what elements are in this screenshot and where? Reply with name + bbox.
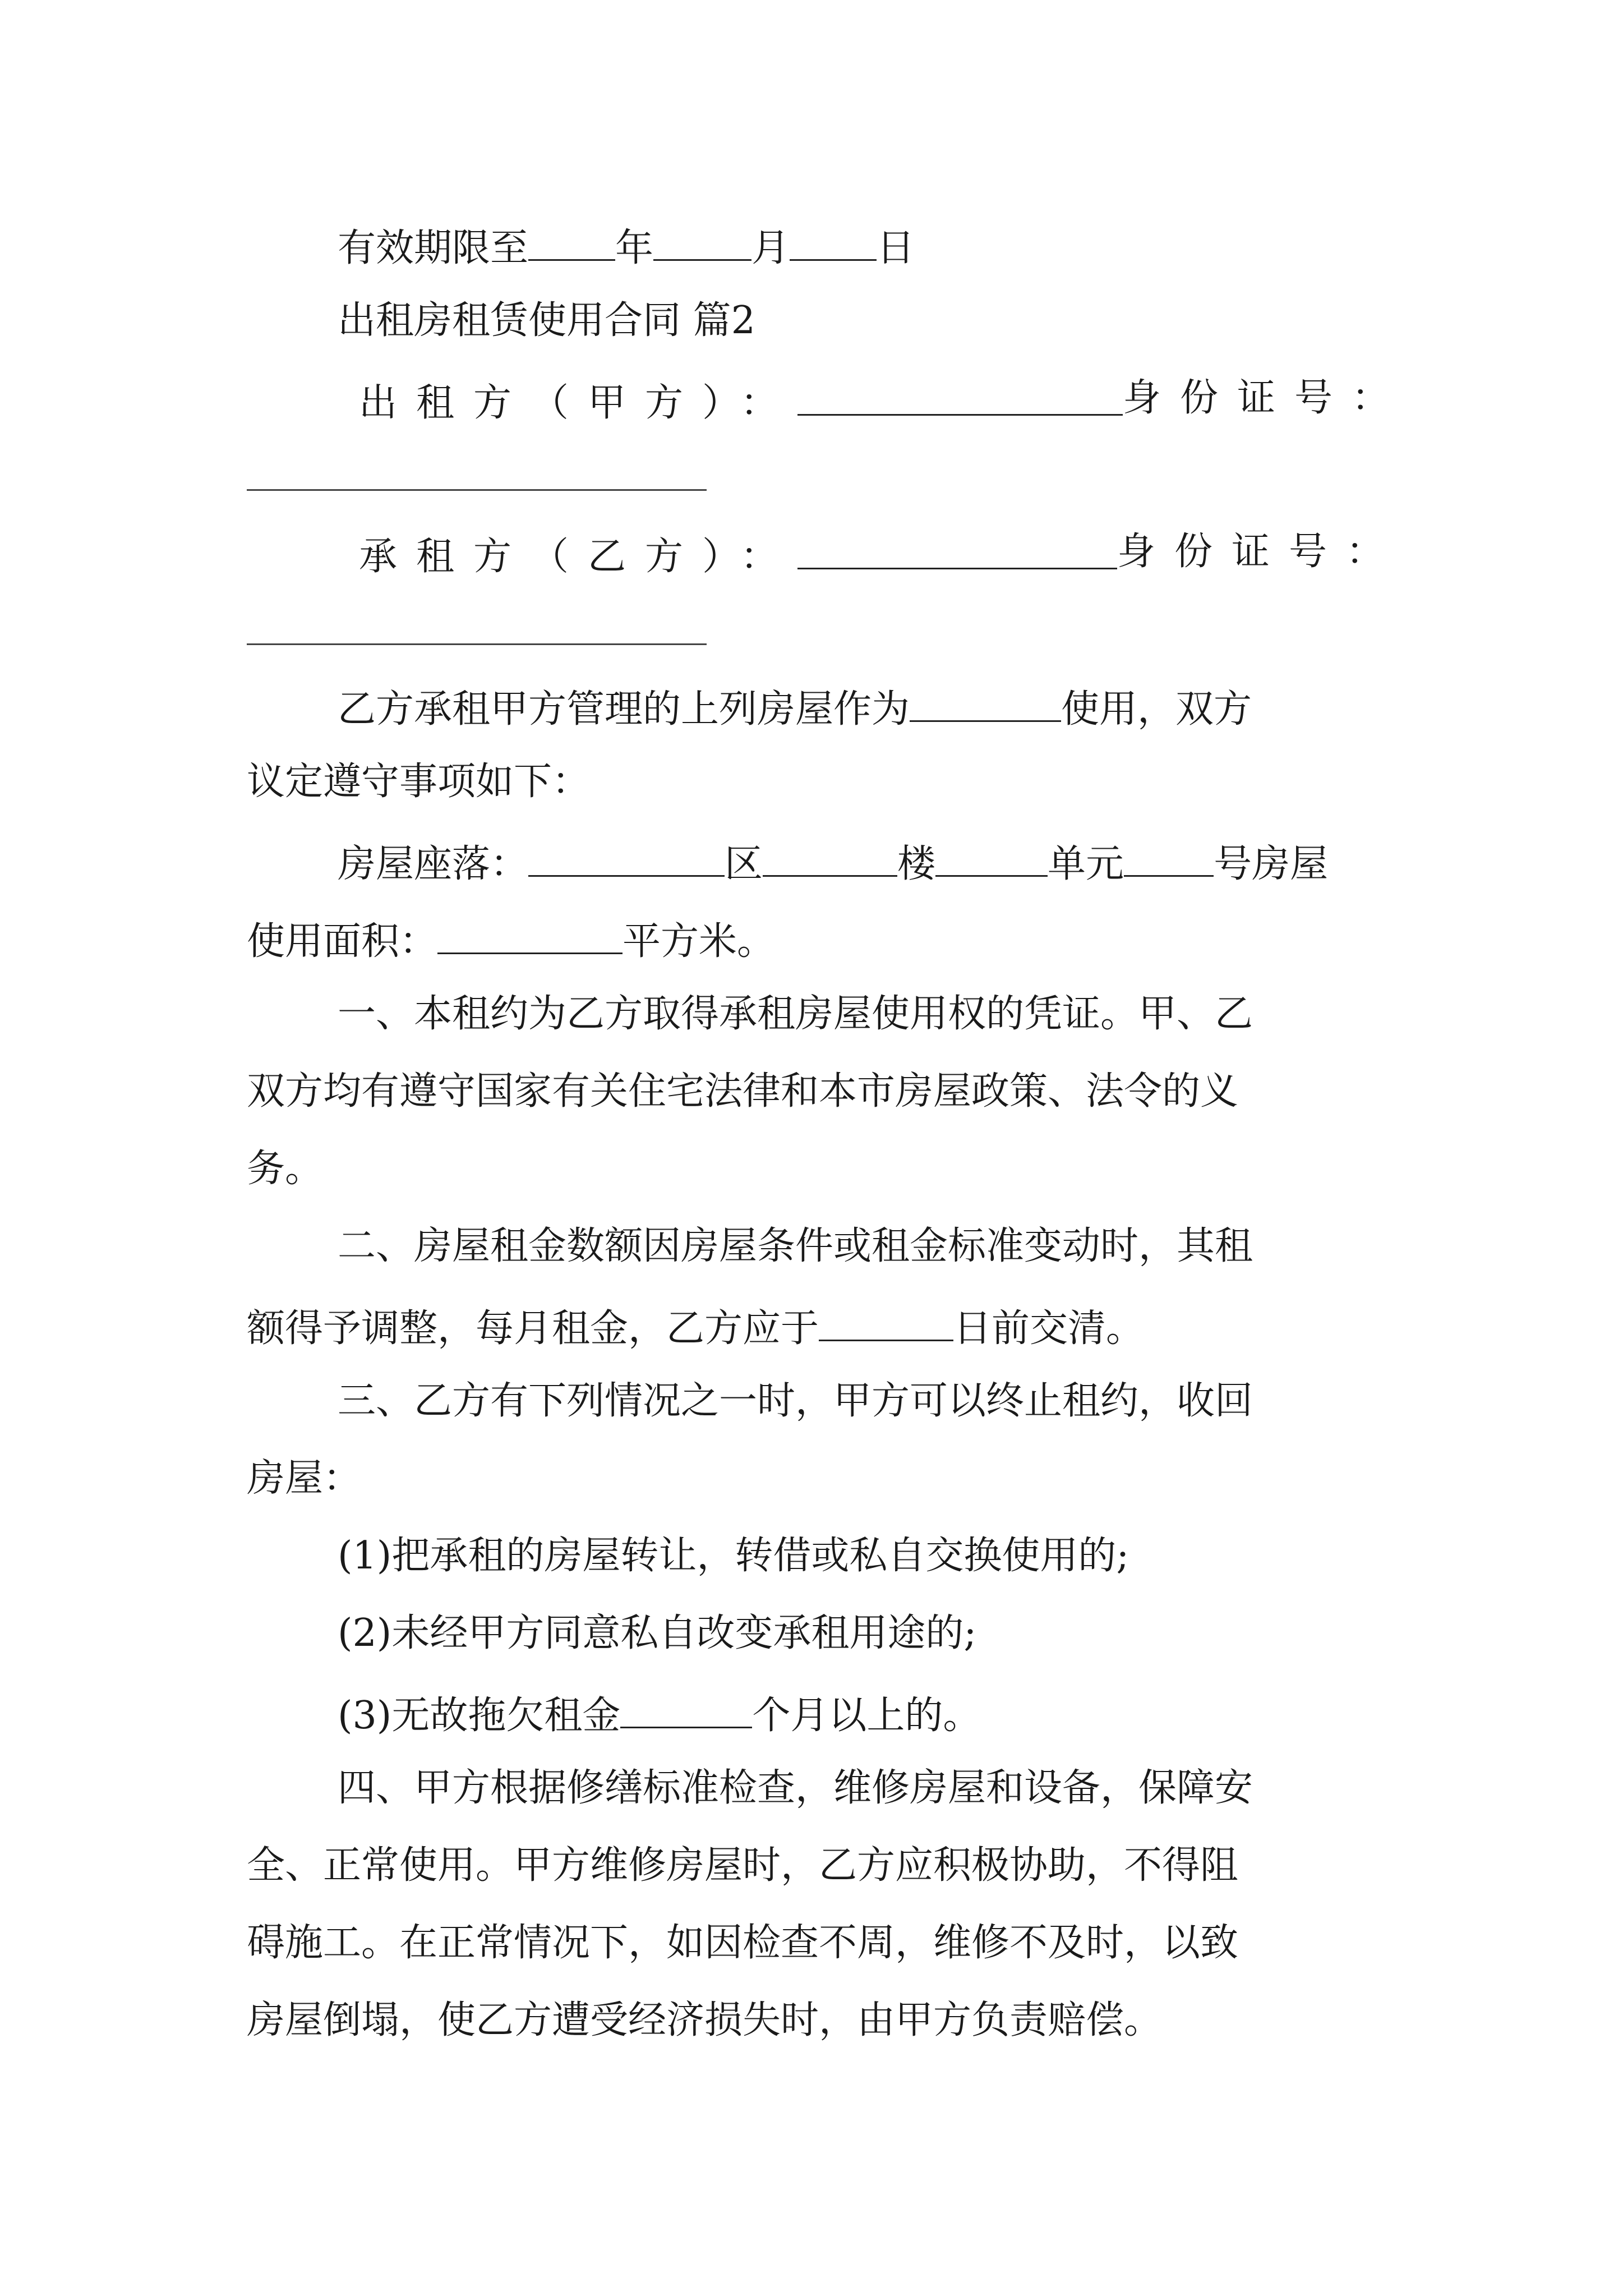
overdue-months-blank bbox=[620, 1692, 752, 1728]
district-blank bbox=[528, 840, 725, 877]
clause2-text-a: 额得予调整，每月租金，乙方应于 bbox=[247, 1306, 819, 1351]
lessor-name-blank bbox=[797, 379, 1123, 416]
unit-blank bbox=[935, 840, 1048, 877]
clause3-item-1: (1)把承租的房屋转让，转借或私自交换使用的; bbox=[338, 1534, 1129, 1578]
building-label: 楼 bbox=[897, 842, 936, 886]
intro-part-2: 使用，双方 bbox=[1061, 687, 1252, 731]
clause4-line-3: 碍施工。在正常情况下，如因检查不周，维修不及时，以致 bbox=[247, 1921, 1239, 1965]
intro-part-1: 乙方承租甲方管理的上列房屋作为 bbox=[338, 687, 910, 731]
location-line bbox=[338, 840, 1328, 884]
area-line bbox=[247, 918, 776, 964]
clause4-line-1: 四、甲方根据修缮标准检查，维修房屋和设备，保障安 bbox=[338, 1766, 1253, 1810]
lessee-name-blank bbox=[797, 533, 1117, 569]
lessee-label: 承租方（乙方）： bbox=[359, 535, 798, 579]
validity-line bbox=[338, 224, 915, 268]
clause3-item3-text-b: 个月以上的。 bbox=[752, 1694, 981, 1738]
area-unit: 平方米。 bbox=[623, 919, 776, 964]
lessee-id-label: 身份证号： bbox=[1117, 530, 1404, 574]
month-blank bbox=[653, 224, 751, 261]
district-label: 区 bbox=[725, 842, 763, 886]
due-day-blank bbox=[819, 1305, 953, 1341]
clause1-line-1: 一、本租约为乙方取得承租房屋使用权的凭证。甲、乙 bbox=[338, 992, 1253, 1036]
lessor-id-label: 身份证号： bbox=[1123, 376, 1409, 420]
section-heading: 出租房租赁使用合同 篇2 bbox=[338, 298, 755, 343]
lessor-id-blank bbox=[247, 489, 707, 491]
intro-line-1 bbox=[338, 685, 1252, 729]
clause3-item-3 bbox=[338, 1692, 981, 1738]
clause1-line-3: 务。 bbox=[247, 1147, 324, 1191]
year-label: 年 bbox=[615, 226, 654, 270]
clause3-item3-text-a: (3)无故拖欠租金 bbox=[338, 1694, 621, 1738]
unit-label: 单元 bbox=[1048, 842, 1124, 886]
building-blank bbox=[763, 840, 897, 877]
area-blank bbox=[437, 918, 623, 954]
lessee-id-blank bbox=[247, 643, 707, 645]
lessee-line bbox=[359, 533, 1117, 579]
room-label: 号房屋 bbox=[1214, 842, 1329, 886]
clause2-line-1: 二、房屋租金数额因房屋条件或租金标准变动时，其租 bbox=[338, 1224, 1253, 1268]
clause4-line-2: 全、正常使用。甲方维修房屋时，乙方应积极协助，不得阻 bbox=[247, 1843, 1239, 1888]
clause1-line-2: 双方均有遵守国家有关住宅法律和本市房屋政策、法令的义 bbox=[247, 1069, 1239, 1114]
lessor-label: 出租方（甲方）： bbox=[359, 381, 798, 425]
room-blank bbox=[1124, 840, 1214, 877]
location-label: 房屋座落： bbox=[338, 842, 529, 886]
clause3-line-2: 房屋： bbox=[247, 1456, 362, 1501]
lessor-line bbox=[359, 379, 1123, 425]
day-blank bbox=[790, 224, 877, 261]
day-label: 日 bbox=[877, 226, 915, 270]
clause2-line-2 bbox=[247, 1305, 1145, 1351]
validity-prefix: 有效期限至 bbox=[338, 226, 529, 270]
usage-blank bbox=[910, 685, 1061, 722]
year-blank bbox=[528, 224, 615, 261]
clause3-item-2: (2)未经甲方同意私自改变承租用途的; bbox=[338, 1611, 977, 1655]
clause4-line-4: 房屋倒塌，使乙方遭受经济损失时，由甲方负责赔偿。 bbox=[247, 1998, 1163, 2042]
clause2-text-b: 日前交清。 bbox=[953, 1306, 1145, 1351]
month-label: 月 bbox=[751, 226, 790, 270]
clause3-line-1: 三、乙方有下列情况之一时，甲方可以终止租约，收回 bbox=[338, 1379, 1253, 1423]
area-label: 使用面积： bbox=[247, 919, 438, 964]
intro-line-2: 议定遵守事项如下： bbox=[247, 760, 591, 804]
